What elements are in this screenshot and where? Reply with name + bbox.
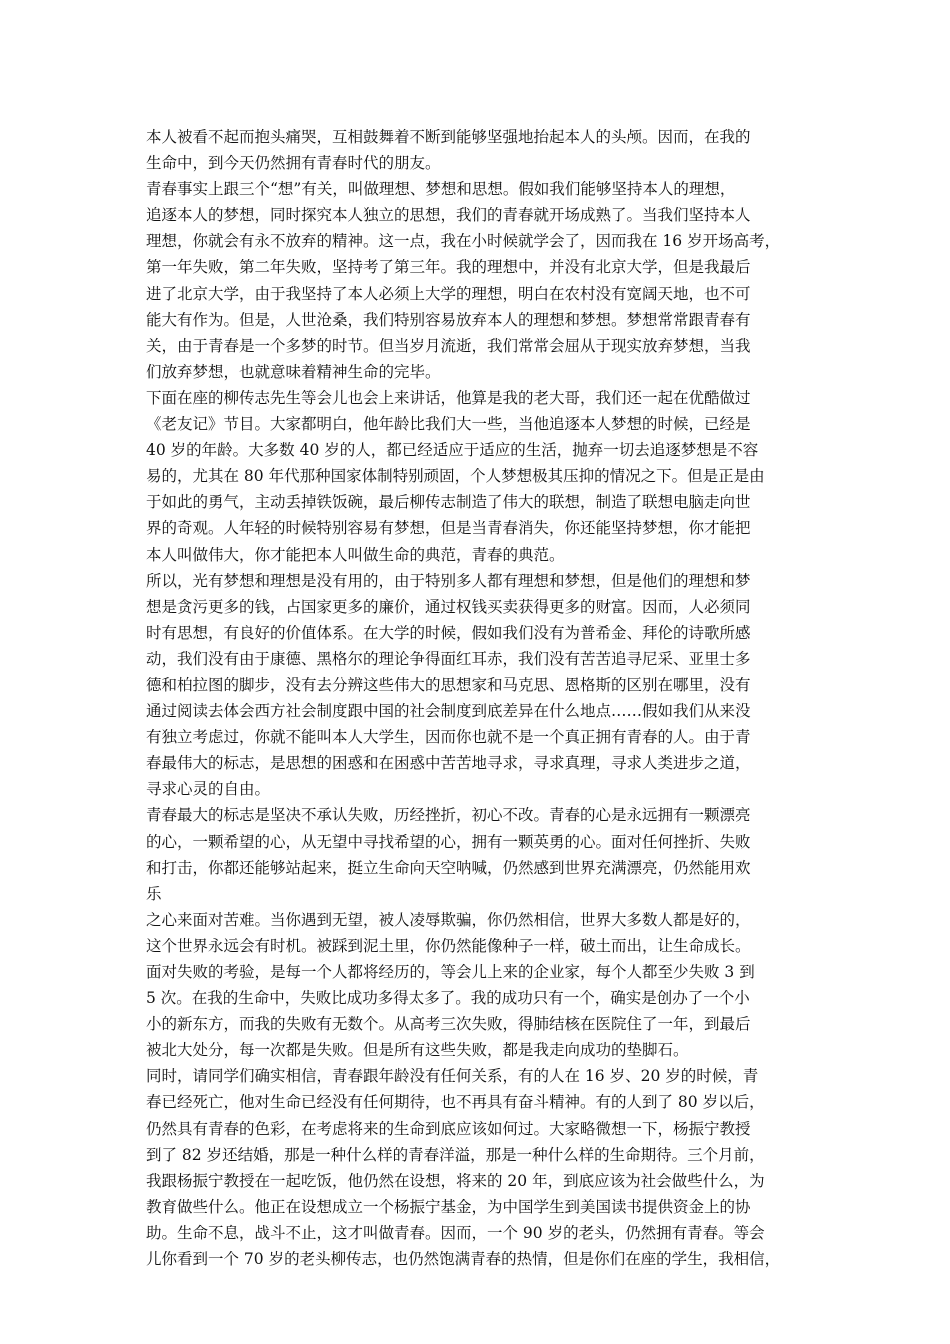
- text-line: 本人叫做伟大，你才能把本人叫做生命的典范，青春的典范。: [146, 545, 565, 564]
- text-line: 们放弃梦想，也就意味着精神生命的完毕。: [146, 362, 441, 381]
- text-line: 于如此的勇气，主动丢掉铁饭碗，最后柳传志制造了伟大的联想，制造了联想电脑走向世: [146, 493, 751, 512]
- text-line: 助。生命不息，战斗不止，这才叫做青春。因而，一个 90 岁的老头，仍然拥有青春。等会: [146, 1223, 765, 1242]
- text-line: 关，由于青春是一个多梦的时节。但当岁月流逝，我们常常会屈从于现实放弃梦想，当我: [146, 336, 751, 355]
- text-line: 小的新东方，而我的失败有无数个。从高考三次失败，得肺结核在医院住了一年，到最后: [146, 1015, 751, 1034]
- text-line: 动，我们没有由于康德、黑格尔的理论争得面红耳赤，我们没有苦苦追寻尼采、亚里士多: [146, 649, 751, 668]
- text-line: 所以，光有梦想和理想是没有用的，由于特别多人都有理想和梦想，但是他们的理想和梦: [146, 571, 751, 590]
- text-line: 春已经死亡，他对生命已经没有任何期待，也不再具有奋斗精神。有的人到了 80 岁以后，: [146, 1093, 765, 1112]
- text-line: 仍然具有青春的色彩，在考虑将来的生命到底应该如何过。大家略微想一下，杨振宁教授: [146, 1119, 751, 1138]
- text-line: 时有思想，有良好的价值体系。在大学的时候，假如我们没有为普希金、拜伦的诗歌所感: [146, 623, 751, 642]
- text-line: 《老友记》节目。大家都明白，他年龄比我们大一些，当他追逐本人梦想的时候，已经是: [146, 415, 751, 434]
- text-line: 第一年失败，第二年失败，坚持考了第三年。我的理想中，并没有北京大学，但是我最后: [146, 258, 751, 277]
- text-line: 5 次。在我的生命中，失败比成功多得太多了。我的成功只有一个，确实是创办了一个小: [146, 989, 750, 1008]
- text-line: 进了北京大学，由于我坚持了本人必须上大学的理想，明白在农村没有宽阔天地，也不可: [146, 284, 751, 303]
- text-line: 界的奇观。人年轻的时候特别容易有梦想，但是当青春消失，你还能坚持梦想，你才能把: [146, 519, 751, 538]
- text-line: 德和柏拉图的脚步，没有去分辨这些伟大的思想家和马克思、恩格斯的区别在哪里，没有: [146, 675, 751, 694]
- text-line: 青春事实上跟三个“想”有关，叫做理想、梦想和思想。假如我们能够坚持本人的理想，: [146, 180, 736, 199]
- text-line: 易的，尤其在 80 年代那种国家体制特别顽固，个人梦想极其压抑的情况之下。但是正是由: [146, 467, 765, 486]
- text-line: 通过阅读去体会西方社会制度跟中国的社会制度到底差异在什么地点……假如我们从来没: [146, 702, 751, 721]
- text-line: 教育做些什么。他正在设想成立一个杨振宁基金，为中国学生到美国读书提供资金上的协: [146, 1197, 751, 1216]
- text-line: 能大有作为。但是，人世沧桑，我们特别容易放弃本人的理想和梦想。梦想常常跟青春有: [146, 310, 751, 329]
- text-line: 下面在座的柳传志先生等会儿也会上来讲话，他算是我的老大哥，我们还一起在优酷做过: [146, 388, 751, 407]
- text-line: 之心来面对苦难。当你遇到无望，被人凌辱欺骗，你仍然相信，世界大多数人都是好的，: [146, 910, 751, 929]
- text-line: 儿你看到一个 70 岁的老头柳传志，也仍然饱满青春的热情，但是你们在座的学生，我相信，: [146, 1250, 781, 1269]
- text-line: 有独立考虑过，你就不能叫本人大学生，因而你也就不是一个真正拥有青春的人。由于青: [146, 728, 751, 747]
- text-line: 理想，你就会有永不放弃的精神。这一点，我在小时候就学会了，因而我在 16 岁开场高考，: [146, 232, 781, 251]
- text-line: 生命中，到今天仍然拥有青春时代的朋友。: [146, 154, 441, 173]
- text-line: 追逐本人的梦想，同时探究本人独立的思想，我们的青春就开场成熟了。当我们坚持本人: [146, 206, 751, 225]
- text-line: 本人被看不起而抱头痛哭，互相鼓舞着不断到能够坚强地抬起本人的头颅。因而，在我的: [146, 128, 751, 146]
- text-line: 寻求心灵的自由。: [146, 780, 271, 799]
- text-line: 40 岁的年龄。大多数 40 岁的人，都已经适应于适应的生活，抛弃一切去追逐梦想是不容: [146, 441, 759, 460]
- text-line: 我跟杨振宁教授在一起吃饭，他仍然在设想，将来的 20 年，到底应该为社会做些什么，为: [146, 1171, 765, 1190]
- text-line: 乐: [146, 884, 162, 903]
- text-line: 面对失败的考验，是每一个人都将经历的，等会儿上来的企业家，每个人都至少失败 3 到: [146, 963, 755, 981]
- text-line: 这个世界永远会有时机。被踩到泥土里，你仍然能像种子一样，破土而出，让生命成长。: [146, 936, 751, 955]
- text-line: 被北大处分，每一次都是失败。但是所有这些失败，都是我走向成功的垫脚石。: [146, 1041, 689, 1060]
- text-line: 的心，一颗希望的心，从无望中寻找希望的心，拥有一颗英勇的心。面对任何挫折、失败: [146, 832, 751, 851]
- text-line: 同时，请同学们确实相信，青春跟年龄没有任何关系，有的人在 16 岁、20 岁的时候，青: [146, 1067, 759, 1086]
- body-text: [146, 124, 826, 1272]
- text-line: 想是贪污更多的钱，占国家更多的廉价，通过权钱买卖获得更多的财富。因而，人必须同: [146, 597, 751, 616]
- text-line: 到了 82 岁还结婚，那是一种什么样的青春洋溢，那是一种什么样的生命期待。三个月前，: [146, 1145, 765, 1164]
- text-line: 青春最大的标志是坚决不承认失败，历经挫折，初心不改。青春的心是永远拥有一颗漂亮: [146, 806, 751, 825]
- text-line: 春最伟大的标志，是思想的困惑和在困惑中苦苦地寻求，寻求真理，寻求人类进步之道，: [146, 754, 751, 773]
- text-line: 和打击，你都还能够站起来，挺立生命向天空呐喊，仍然感到世界充满漂亮，仍然能用欢: [146, 858, 751, 877]
